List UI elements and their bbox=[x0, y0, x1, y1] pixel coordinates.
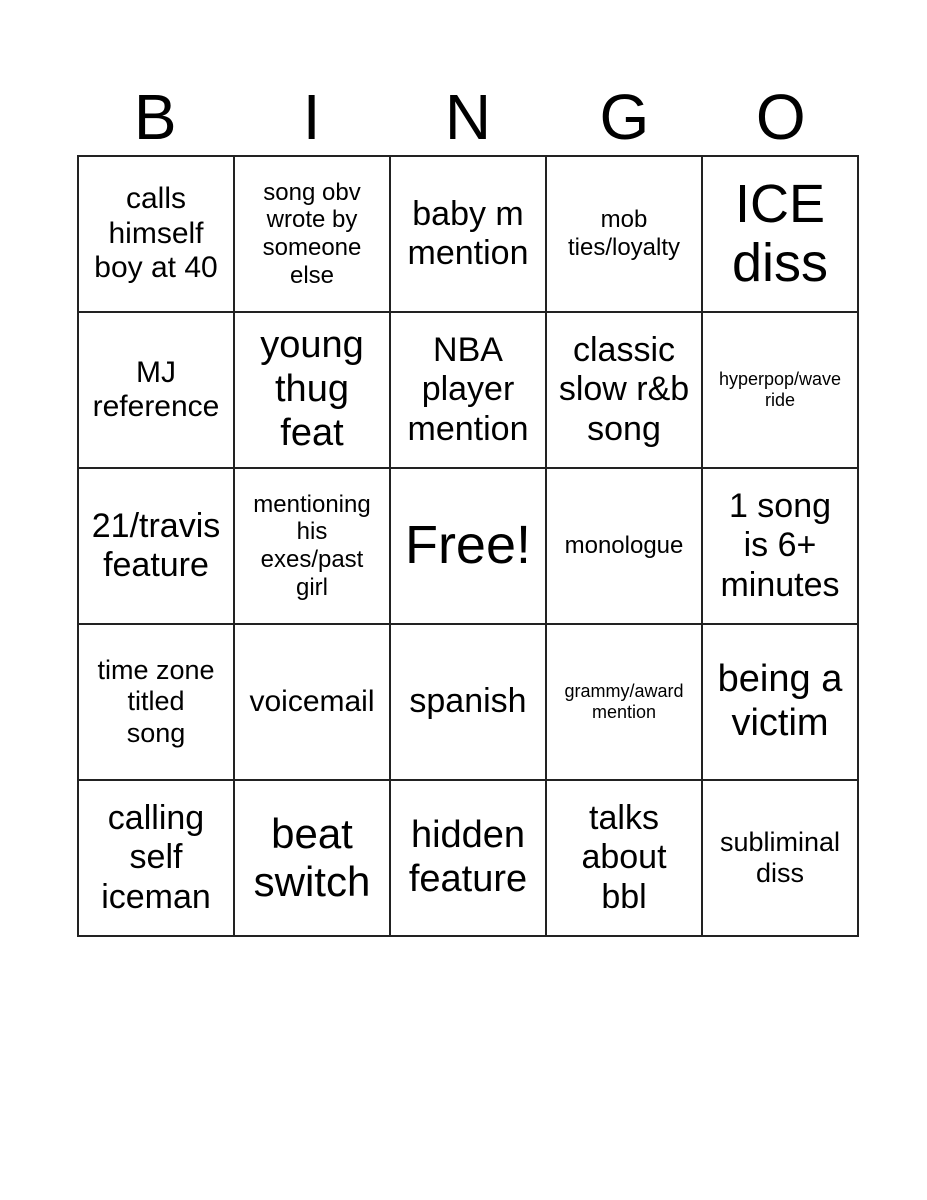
cell-label: calling self iceman bbox=[101, 799, 211, 916]
header-letter-i: I bbox=[302, 81, 321, 153]
cell-label: young thug feat bbox=[260, 324, 364, 454]
bingo-cell[interactable] bbox=[234, 468, 390, 624]
cell-label: ICE diss bbox=[731, 173, 829, 293]
bingo-cell[interactable] bbox=[390, 156, 546, 312]
bingo-cell[interactable] bbox=[546, 312, 702, 468]
bingo-cell[interactable] bbox=[78, 312, 234, 468]
bingo-cell[interactable] bbox=[546, 468, 702, 624]
bingo-cell[interactable] bbox=[702, 780, 858, 936]
bingo-cell[interactable] bbox=[702, 156, 858, 312]
cell-label: hyperpop/wave ride bbox=[718, 369, 842, 410]
cell-label: subliminal diss bbox=[719, 826, 841, 888]
cell-label: 1 song is 6+ minutes bbox=[720, 487, 840, 604]
cell-label: mob ties/loyalty bbox=[567, 206, 681, 261]
bingo-cell[interactable] bbox=[546, 780, 702, 936]
header-letter-g: G bbox=[599, 81, 650, 153]
bingo-cell[interactable] bbox=[78, 468, 234, 624]
cell-label: baby m mention bbox=[407, 194, 529, 272]
cell-label: NBA player mention bbox=[407, 331, 529, 448]
bingo-cell[interactable] bbox=[702, 468, 858, 624]
bingo-cell[interactable] bbox=[78, 780, 234, 936]
cell-label: song obv wrote by someone else bbox=[262, 178, 362, 289]
cell-label: beat switch bbox=[253, 809, 371, 905]
bingo-cell[interactable] bbox=[702, 312, 858, 468]
cell-label: time zone titled song bbox=[97, 655, 215, 748]
cell-label: hidden feature bbox=[408, 814, 528, 900]
header-letter-n: N bbox=[444, 81, 492, 153]
bingo-cell[interactable] bbox=[702, 624, 858, 780]
cell-label: classic slow r&b song bbox=[558, 331, 690, 448]
cell-label: calls himself boy at 40 bbox=[94, 182, 218, 285]
cell-label: being a victim bbox=[717, 658, 843, 744]
cell-label: talks about bbl bbox=[581, 799, 667, 916]
cell-label: monologue bbox=[564, 532, 684, 560]
bingo-cell[interactable] bbox=[234, 156, 390, 312]
cell-label: mentioning his exes/past girl bbox=[253, 490, 371, 601]
bingo-cell[interactable] bbox=[546, 624, 702, 780]
bingo-header bbox=[77, 78, 859, 156]
cell-label-free: Free! bbox=[404, 515, 532, 576]
bingo-cell[interactable] bbox=[234, 780, 390, 936]
bingo-cell[interactable] bbox=[78, 156, 234, 312]
bingo-board bbox=[77, 155, 859, 937]
cell-label: voicemail bbox=[249, 684, 375, 718]
bingo-cell[interactable] bbox=[234, 312, 390, 468]
cell-label: 21/travis feature bbox=[91, 506, 221, 584]
bingo-cell[interactable] bbox=[234, 624, 390, 780]
bingo-cell[interactable] bbox=[390, 312, 546, 468]
cell-label: spanish bbox=[409, 682, 527, 721]
cell-label: MJ reference bbox=[92, 355, 220, 423]
bingo-cell[interactable] bbox=[546, 156, 702, 312]
bingo-cell[interactable] bbox=[390, 780, 546, 936]
bingo-cell[interactable] bbox=[390, 624, 546, 780]
bingo-cell-free[interactable] bbox=[390, 468, 546, 624]
header-letter-b: B bbox=[133, 81, 177, 153]
bingo-cell[interactable] bbox=[78, 624, 234, 780]
header-letter-o: O bbox=[755, 81, 806, 153]
cell-label: grammy/award mention bbox=[564, 681, 684, 722]
